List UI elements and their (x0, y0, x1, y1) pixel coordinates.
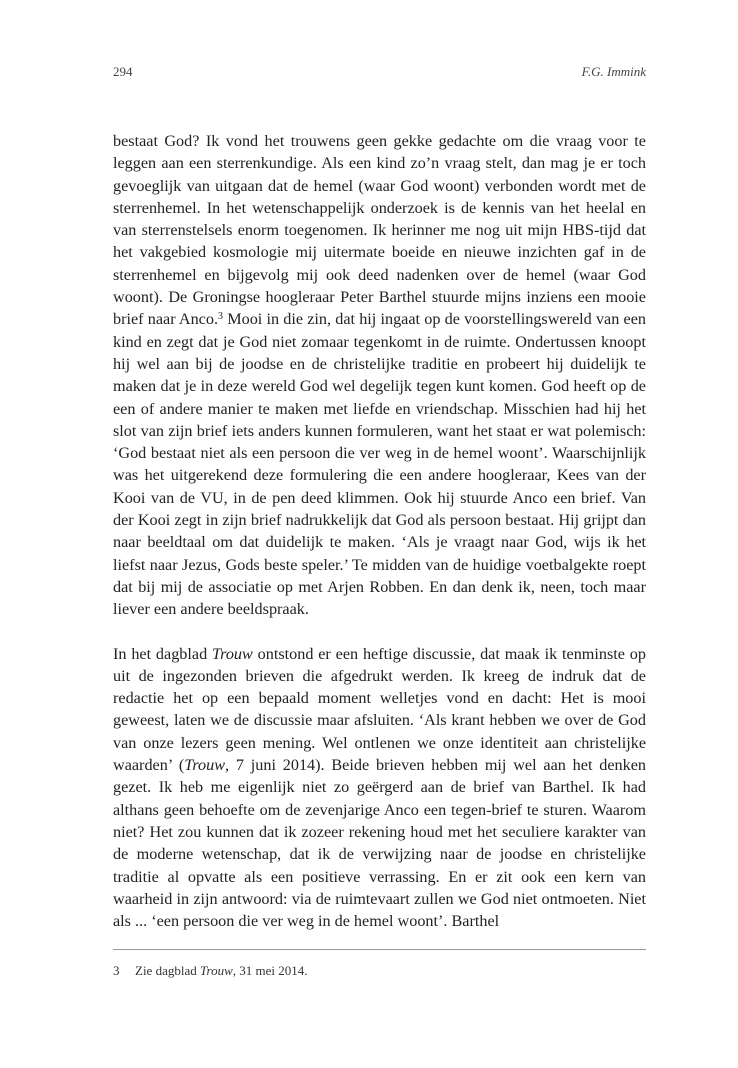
newspaper-title: Trouw (184, 756, 226, 775)
newspaper-title: Trouw (199, 963, 233, 978)
newspaper-title: Trouw (212, 644, 253, 663)
paragraph-text: ontstond er een heftige discussie, dat maak ik tenminste op uit de ingezonden brieven die afgedrukt werden. Ik kreeg de indruk dat de redactie het op een bepaald moment welletjes vond en dacht: Het is mooi geweest, laten we de discussie maar afsluiten. ‘Als krant hebben we over de God van onze lezers geen mening. Wel ontlenen we onze identiteit aan christelijke waarden’ ( (113, 644, 646, 775)
running-head-author: F.G. Immink (581, 64, 646, 79)
footnote-text: , 31 mei 2014. (232, 963, 308, 978)
footnote (113, 962, 646, 979)
paragraph-text: bestaat God? Ik vond het trouwens geen gekke gedachte om die vraag voor te leggen aan een sterrenkundige. Als een kind zo’n vraag stelt, dan mag je er toch gevoeglijk van uitgaan dat de hemel (waar God woont) verbonden wordt met de sterrenhemel. In het wetenschappelijk onderzoek is de kennis van het heelal en van sterrenstelsels enorm toegenomen. Ik herinner me nog uit mijn HBS-tijd dat het vakgebied kosmologie mij uitermate boeide en nieuwe inzichten gaf in de sterrenhemel en bijgevolg mij ook deed nadenken over de hemel (waar God woont). De Groningse hoogleraar Peter Barthel stuurde mijns inziens een mooie brief naar Anco. (113, 132, 646, 329)
paragraph (113, 643, 646, 933)
paragraph-text: In het dagblad (113, 644, 213, 663)
footnote-divider (113, 949, 646, 950)
paragraph (113, 130, 646, 621)
body-text (113, 130, 646, 932)
paragraph-text: , 7 juni 2014). Beide brieven hebben mij wel aan het denken gezet. Ik heb me eigenlijk niet zo geërgerd aan de brief van Barthel. Ik had althans geen behoefte om de zevenjarige Anco een tegen-brief te sturen. Waarom niet? Het zou kunnen dat ik zozeer rekening houd met het seculiere karakter van de moderne wetenschap, dat ik de verwijzing naar de joodse en christelijke traditie al opvatte als een positieve verrassing. En er zit ook een kern van waarheid in zijn antwoord: via de ruimtevaart zullen we God niet ontmoeten. Niet als ... ‘een persoon die ver weg in de hemel woont’. Barthel (113, 756, 646, 931)
footnote-reference: 3 (218, 311, 224, 323)
footnote-text: Zie dagblad (135, 963, 200, 978)
paragraph-text: Mooi in die zin, dat hij ingaat op de voorstellingswereld van een kind en zegt dat je God niet zomaar tegenkomt in de ruimte. Ondertussen knoopt hij wel aan bij de joodse en de christelijke traditie en probeert hij duidelijk te maken dat je in deze wereld God wel degelijk tegen kunt komen. God heeft op de een of andere manier te maken met liefde en vriendschap. Misschien had hij het slot van zijn brief iets anders kunnen formuleren, want het staat er wat polemisch: ‘God bestaat niet als een persoon die ver weg in de hemel woont’. Waarschijnlijk was het uitgerekend deze formulering die een andere hoogleraar, Kees van der Kooi van de VU, in de pen deed klimmen. Ook hij stuurde Anco een brief. Van der Kooi zegt in zijn brief nadrukkelijk dat God als persoon bestaat. Hij grijpt dan naar beeldtaal om dat duidelijk te maken. ‘Als je vraagt naar God, wijs ik het liefst naar Jezus, Gods beste speler.’ Te midden van de huidige voetbalgekte roept dat bij mij de associatie op met Arjen Robben. En dan denk ik, neen, toch maar liever een andere beeldspraak. (113, 310, 646, 619)
page-number: 294 (113, 64, 133, 79)
running-head (113, 64, 646, 82)
footnote-number: 3 (113, 963, 120, 978)
